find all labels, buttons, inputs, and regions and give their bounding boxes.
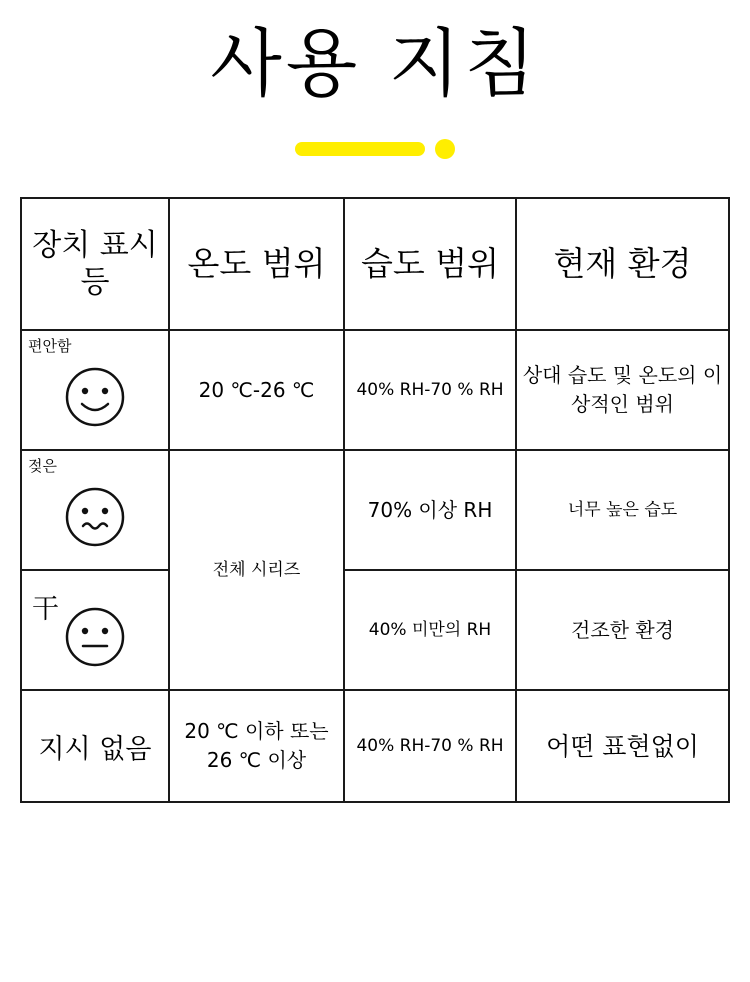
environment-value-no-indication: 어떤 표현없이 [516,690,729,802]
humidity-value-no-indication: 40% RH-70 % RH [344,690,516,802]
column-header-device-indicator: 장치 표시등 [21,198,169,330]
divider-dot-shape [435,139,455,159]
divider-bar-shape [295,142,425,156]
table-header-row [21,198,729,330]
humidity-value-dry: 40% 미만의 RH [344,570,516,690]
table-row [21,570,729,690]
environment-value-comfort: 상대 습도 및 온도의 이상적인 범위 [516,330,729,450]
indicator-label: 干 [32,594,59,626]
temperature-value-full-series: 전체 시리즈 [169,450,344,690]
page-title: 사용 지침 [210,21,540,107]
indicator-cell-dry [21,570,169,690]
column-header-temperature-range: 온도 범위 [169,198,344,330]
table-row [21,450,729,570]
usage-guide-table [20,197,730,803]
guide-page [0,22,750,982]
environment-value-dry: 건조한 환경 [516,570,729,690]
column-header-current-environment: 현재 환경 [516,198,729,330]
indicator-cell-comfort [21,330,169,450]
column-header-humidity-range: 습도 범위 [344,198,516,330]
temperature-value-comfort: 20 ℃-26 ℃ [169,330,344,450]
humidity-value-wet: 70% 이상 RH [344,450,516,570]
indicator-cell-no-indication: 지시 없음 [21,690,169,802]
temperature-value-no-indication: 20 ℃ 이하 또는 26 ℃ 이상 [169,690,344,802]
humidity-value-comfort: 40% RH-70 % RH [344,330,516,450]
indicator-label: 편안함 [28,337,72,356]
table-row [21,330,729,450]
indicator-cell-wet [21,450,169,570]
indicator-label: 젖은 [28,457,57,476]
environment-value-wet: 너무 높은 습도 [516,450,729,570]
table-row [21,690,729,802]
decorative-divider [0,139,750,159]
